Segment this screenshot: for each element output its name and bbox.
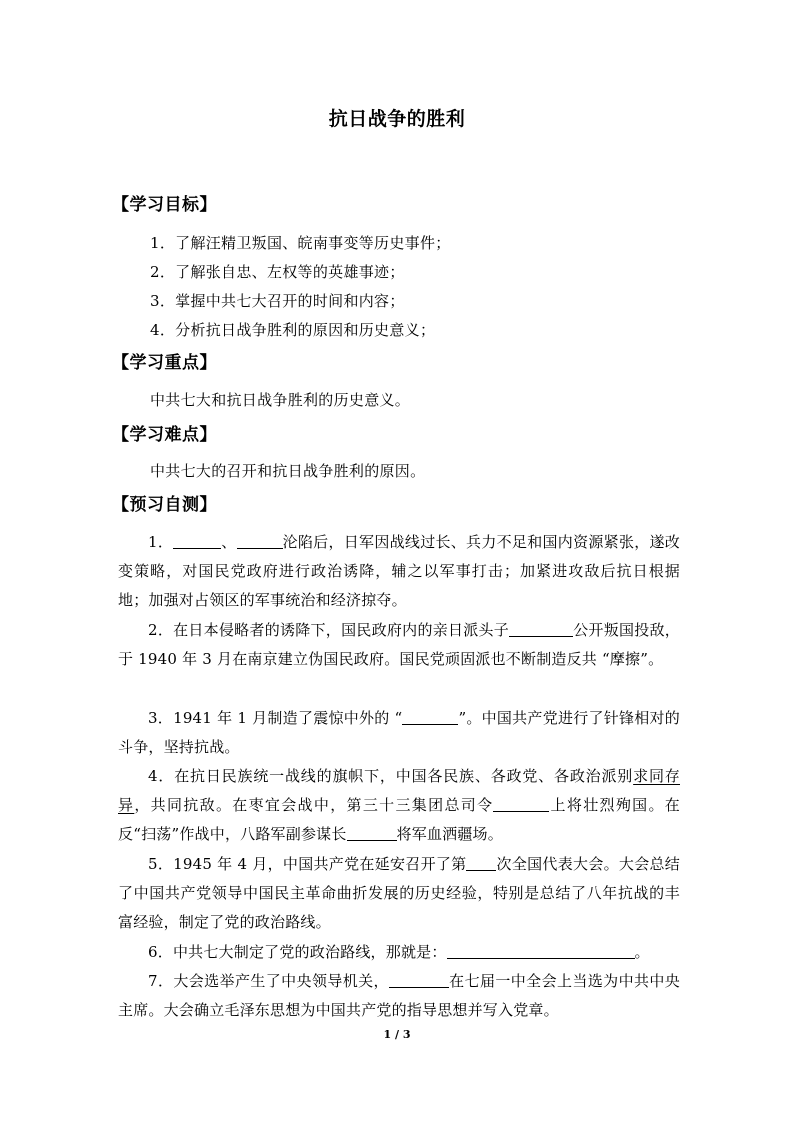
question-6	[118, 938, 680, 967]
question-3-text-b: ”。中国共产党进行了针锋相对的斗争，坚持抗战。	[118, 709, 681, 756]
question-1-number: 1．	[148, 533, 174, 551]
question-7	[118, 967, 680, 1025]
question-3	[118, 704, 680, 762]
question-2-text-a: 2．在日本侵略者的诱降下，国民政府内的亲日派头子	[148, 621, 510, 639]
question-7-text-b: 在七届一中全会上当选为中共中央主席。大会确立毛泽东思想为中国共产党的指导思想并写入党章。	[118, 972, 680, 1019]
question-3-text-a: 3．1941 年 1 月制造了震惊中外的 “	[148, 709, 403, 727]
section-heading-difficult: 【学习难点】	[112, 425, 217, 445]
goal-item-3: 3．掌握中共七大召开的时间和内容；	[150, 292, 405, 310]
question-2-text-b: 公开叛国投敌，于 1940 年 3 月在南京建立伪国民政府。国民党顽固派也不断制造反共 “摩擦”。	[118, 621, 680, 668]
answer-blank[interactable]	[466, 854, 496, 871]
question-1	[118, 528, 680, 615]
question-2	[118, 616, 680, 674]
answer-blank[interactable]	[402, 708, 458, 725]
answer-blank[interactable]	[389, 971, 449, 988]
question-1-separator: 、	[221, 533, 237, 551]
section-heading-preview: 【预习自测】	[112, 495, 217, 515]
answer-blank[interactable]	[509, 620, 573, 637]
key-point-text: 中共七大和抗日战争胜利的历史意义。	[150, 391, 411, 409]
answer-blank[interactable]	[173, 532, 221, 549]
question-7-text-a: 7．大会选举产生了中央领导机关，	[148, 972, 389, 990]
question-4-text-c: 上将壮烈殉国。在反“扫荡”作战中，八路军副参谋长	[118, 796, 680, 843]
question-1-text: 沦陷后，日军因战线过长、兵力不足和国内资源紧张，遂改变策略，对国民党政府进行政治诱降，辅之以军事打击；加紧进攻敌后抗日根据地；加强对占领区的军事统治和经济掠夺。	[118, 533, 681, 609]
question-6-text-b: 。	[634, 943, 650, 961]
page-number: 1 / 3	[383, 1028, 411, 1041]
question-5-text-a: 5．1945 年 4 月，中国共产党在延安召开了第	[148, 855, 467, 873]
question-5-text-b: 次全国代表大会。大会总结了中国共产党领导中国民主革命曲折发展的历史经验，特别是总结了八年抗战的丰富经验，制定了党的政治路线。	[118, 855, 680, 931]
section-heading-goals: 【学习目标】	[112, 195, 217, 215]
question-6-text-a: 6．中共七大制定了党的政治路线，那就是：	[148, 943, 447, 961]
page-title: 抗日战争的胜利	[328, 108, 466, 130]
answer-blank[interactable]	[447, 942, 635, 959]
difficult-point-text: 中共七大的召开和抗日战争胜利的原因。	[150, 462, 426, 480]
answer-blank[interactable]	[347, 824, 397, 841]
question-4-text-d: 将军血洒疆场。	[396, 825, 503, 843]
question-4	[118, 762, 680, 849]
goal-item-4: 4．分析抗日战争胜利的原因和历史意义；	[150, 321, 436, 339]
question-4-text-a: 4．在抗日民族统一战线的旗帜下，中国各民族、各政党、各政治派别	[148, 767, 634, 785]
section-heading-key: 【学习重点】	[112, 353, 217, 373]
underlined-phrase: 求同存异	[118, 767, 680, 814]
question-5	[118, 850, 680, 937]
goal-item-1: 1．了解汪精卫叛国、皖南事变等历史事件；	[150, 234, 451, 252]
goal-item-2: 2．了解张自忠、左权等的英雄事迹；	[150, 263, 405, 281]
answer-blank[interactable]	[493, 795, 549, 812]
answer-blank[interactable]	[237, 532, 283, 549]
question-4-text-b: ，共同抗敌。在枣宜会战中，第三十三集团总司令	[134, 796, 494, 814]
